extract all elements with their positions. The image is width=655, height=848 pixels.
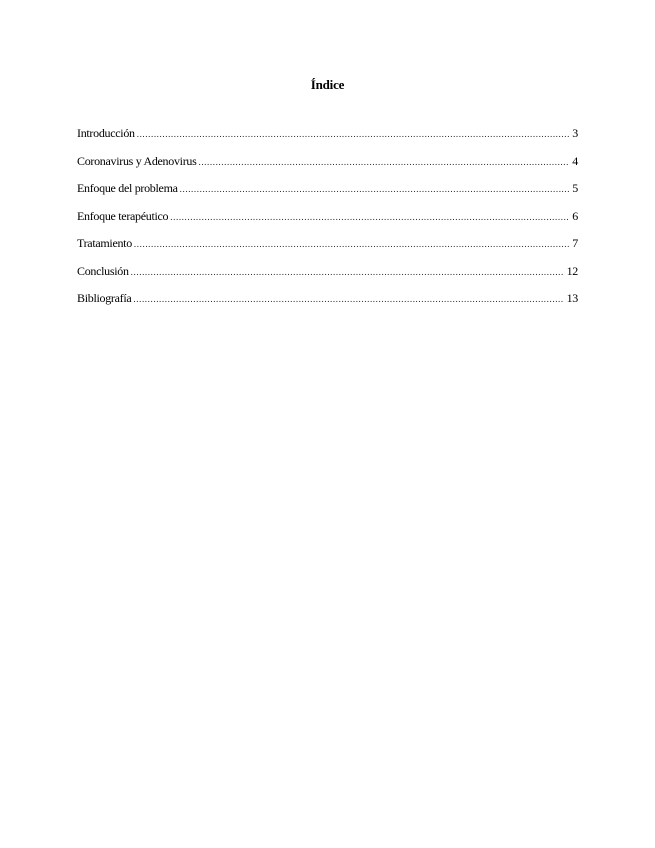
toc-entry-enfoque-terapeutico[interactable] <box>77 208 578 236</box>
toc-page-number: 3 <box>572 126 578 140</box>
toc-page-number: 6 <box>572 208 578 223</box>
toc-dot-leader <box>170 209 569 225</box>
table-of-contents <box>77 125 578 318</box>
toc-page-number: 4 <box>572 153 578 168</box>
toc-page-number: 12 <box>566 263 578 278</box>
toc-entry-label: Coronavirus y Adenovirus <box>77 153 197 168</box>
page-title: Índice <box>310 77 345 92</box>
toc-entry-label: Tratamiento <box>77 236 132 250</box>
toc-entry-label: Enfoque terapéutico <box>77 208 169 223</box>
toc-entry-coronavirus-adenovirus[interactable] <box>77 153 578 181</box>
toc-entry-label: Introducción <box>77 126 135 140</box>
toc-entry-enfoque-problema[interactable] <box>77 180 578 208</box>
toc-entry-tratamiento[interactable] <box>77 235 578 263</box>
toc-page-number: 7 <box>572 236 578 250</box>
toc-entry-conclusion[interactable] <box>77 263 578 291</box>
toc-entry-bibliografia[interactable] <box>77 290 578 318</box>
toc-page-number: 13 <box>566 291 578 305</box>
toc-page-number: 5 <box>572 181 578 195</box>
toc-entry-label: Bibliografía <box>77 291 132 305</box>
toc-entry-label: Conclusión <box>77 263 129 278</box>
toc-dot-leader <box>180 181 570 197</box>
toc-dot-leader <box>131 264 564 280</box>
toc-dot-leader <box>198 154 569 170</box>
toc-dot-leader <box>137 126 570 142</box>
toc-entry-label: Enfoque del problema <box>77 181 178 195</box>
toc-dot-leader <box>134 236 569 252</box>
toc-dot-leader <box>133 291 563 307</box>
toc-entry-introduccion[interactable] <box>77 125 578 153</box>
